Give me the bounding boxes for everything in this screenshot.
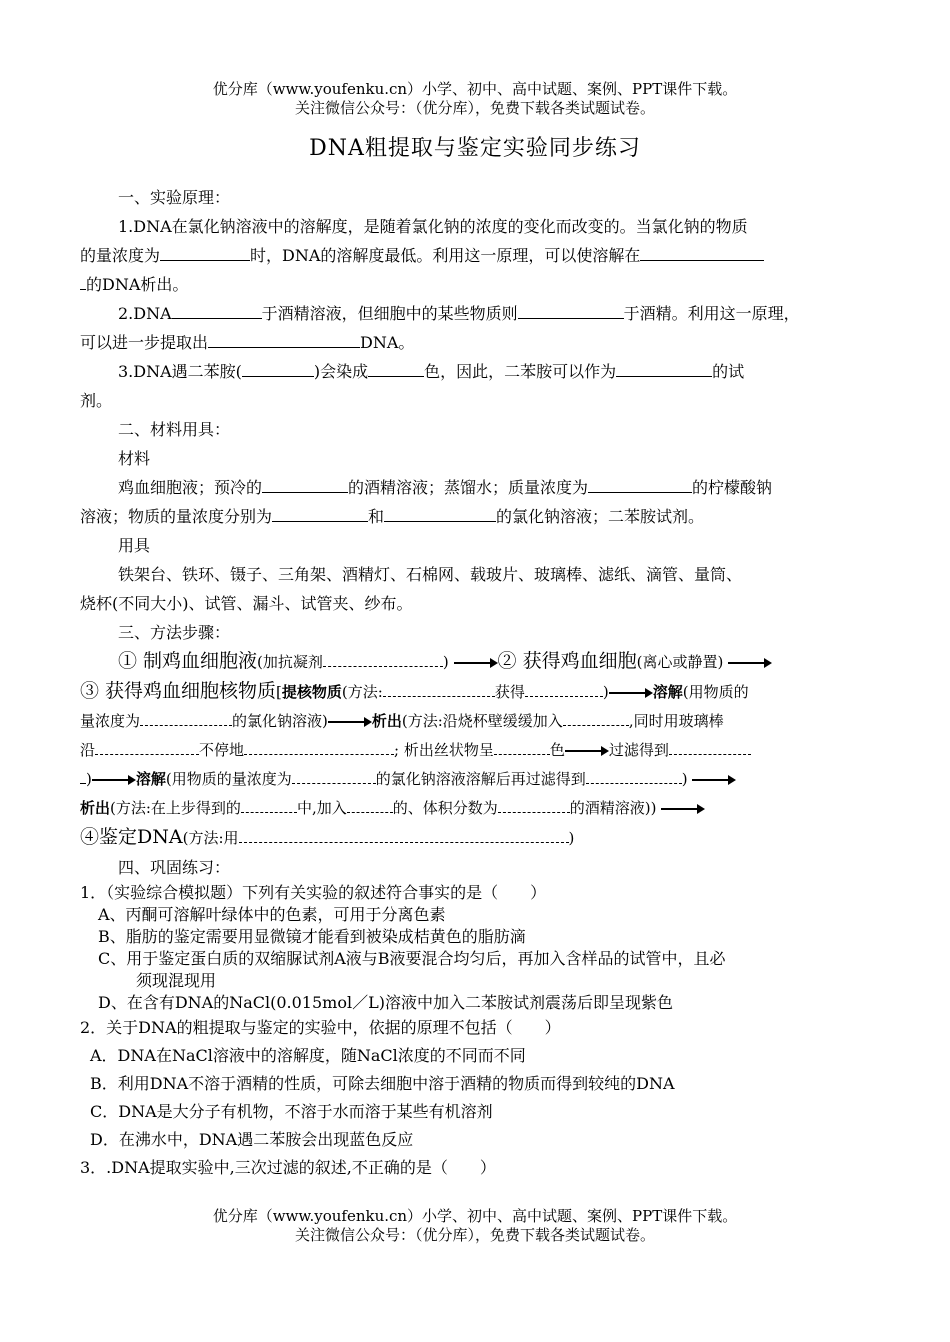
blank — [384, 504, 496, 522]
blank — [368, 359, 424, 377]
blank — [241, 797, 297, 813]
materials-label: 材料 — [118, 449, 151, 468]
principle-1-line-2: 的量浓度为 时，DNA的溶解度最低。利用这一原理，可以使溶解在 — [80, 241, 880, 270]
blank — [323, 651, 443, 667]
section-3-heading: 三、方法步骤： — [118, 623, 231, 642]
question-1-option-c-cont: 须现混现用 — [136, 971, 217, 990]
question-2-option-d: D．在沸水中，DNA遇二苯胺会出现蓝色反应 — [90, 1130, 414, 1149]
header-line-2: 关注微信公众号：（优分库），免费下载各类试题试卷。 — [294, 99, 655, 117]
question-2-option-b: B．利用DNA不溶于酒精的性质，可除去细胞中溶于酒精的物质而得到较纯的DNA — [90, 1074, 675, 1093]
materials-line-1: 鸡血细胞液；预冷的 的酒精溶液；蒸馏水；质量浓度为 的柠檬酸钠 — [80, 473, 880, 502]
principle-1-line-3: 的DNA析出。 — [80, 270, 880, 299]
blank — [563, 710, 629, 726]
principle-3-line-1: 3.DNA遇二苯胺( )会染成 色，因此，二苯胺可以作为 的试 — [80, 357, 880, 386]
arrow-icon — [565, 746, 609, 756]
blank — [242, 359, 314, 377]
blank — [239, 827, 569, 843]
step-line-7: ④鉴定DNA(方法:用 ) — [80, 826, 575, 848]
blank — [140, 710, 232, 726]
blank — [347, 797, 393, 813]
blank — [272, 504, 368, 522]
arrow-icon — [661, 804, 705, 814]
blank — [525, 681, 603, 697]
arrow-icon — [92, 775, 136, 785]
step-line-4: 沿 不停地 ; 析出丝状物呈 色 过滤得到 — [80, 736, 880, 765]
tools-line-1: 铁架台、铁环、镊子、三角架、酒精灯、石棉网、载玻片、玻璃棒、滤纸、滴管、量筒、 — [118, 565, 743, 584]
section-4-heading: 四、巩固练习： — [118, 858, 231, 877]
page-header — [0, 80, 950, 118]
blank — [262, 475, 348, 493]
arrow-icon — [692, 775, 736, 785]
blank — [95, 739, 199, 755]
header-line-1: 优分库（www.youfenku.cn）小学、初中、高中试题、案例、PPT课件下载。 — [212, 80, 738, 98]
page-title: DNA粗提取与鉴定实验同步练习 — [309, 136, 641, 161]
blank — [383, 681, 495, 697]
question-2-option-a: A．DNA在NaCl溶液中的溶解度，随NaCl浓度的不同而不同 — [90, 1046, 526, 1065]
document-body — [80, 183, 880, 1182]
materials-line-2: 溶液；物质的量浓度分别为 和 的氯化钠溶液；二苯胺试剂。 — [80, 502, 880, 531]
step-line-1: ① 制鸡血细胞液(加抗凝剂 ) ② 获得鸡血细胞(离心或静置) — [80, 647, 880, 677]
blank — [172, 301, 262, 319]
question-2 — [80, 1014, 880, 1182]
question-2-stem: 2．关于DNA的粗提取与鉴定的实验中，依据的原理不包括（ ） — [80, 1018, 561, 1037]
question-1-stem: 1．（实验综合模拟题）下列有关实验的叙述符合事实的是（ ） — [80, 883, 547, 902]
blank — [498, 797, 570, 813]
arrow-icon — [454, 658, 498, 668]
arrow-icon — [328, 717, 372, 727]
method-steps — [80, 647, 880, 853]
step-line-2: ③ 获得鸡血细胞核物质[提核物质(方法: 获得 ) 溶解(用物质的 — [80, 680, 749, 702]
question-1-option-d: D、在含有DNA的NaCl(0.015mol／L)溶液中加入二苯胺试剂震荡后即呈现紫色 — [98, 993, 673, 1012]
question-2-option-c: C．DNA是大分子有机物，不溶于水而溶于某些有机溶剂 — [90, 1102, 493, 1121]
question-1-option-b: B、脂肪的鉴定需要用显微镜才能看到被染成桔黄色的脂肪滴 — [98, 927, 526, 946]
footer-line-1: 优分库（www.youfenku.cn）小学、初中、高中试题、案例、PPT课件下载。 — [212, 1207, 738, 1225]
blank — [588, 475, 692, 493]
footer-line-2: 关注微信公众号：（优分库），免费下载各类试题试卷。 — [294, 1226, 655, 1244]
step-line-6: 析出(方法:在上步得到的 中,加入 的、体积分数为 的酒精溶液)) — [80, 794, 880, 823]
arrow-icon — [609, 688, 653, 698]
principle-2-line-2: 可以进一步提取出 DNA。 — [80, 328, 880, 357]
blank — [586, 768, 682, 784]
blank — [518, 301, 624, 319]
question-1-option-a: A、丙酮可溶解叶绿体中的色素，可用于分离色素 — [98, 905, 446, 924]
question-3-stem: 3．.DNA提取实验中,三次过滤的叙述,不正确的是（ ） — [80, 1158, 496, 1177]
section-2-heading: 二、材料用具： — [118, 420, 231, 439]
arrow-icon — [728, 658, 772, 668]
question-1-option-c: C、用于鉴定蛋白质的双缩脲试剂A液与B液要混合均匀后，再加入含样品的试管中，且必 — [98, 949, 726, 968]
blank — [244, 739, 394, 755]
section-1-heading: 一、实验原理： — [118, 188, 231, 207]
question-1 — [80, 882, 880, 1014]
blank — [208, 330, 360, 348]
tools-label: 用具 — [118, 536, 151, 555]
principle-2-line-1: 2.DNA 于酒精溶液，但细胞中的某些物质则 于酒精。利用这一原理， — [80, 299, 880, 328]
principle-1-line-1: 1.DNA在氯化钠溶液中的溶解度，是随着氯化钠的浓度的变化而改变的。当氯化钠的物质 — [118, 217, 748, 236]
blank — [160, 243, 250, 261]
step-line-5: ) 溶解(用物质的量浓度为 的氯化钠溶液溶解后再过滤得到 ) — [80, 765, 880, 794]
step-line-3: 量浓度为 的氯化钠溶液) 析出(方法:沿烧杯壁缓缓加入 ,同时用玻璃棒 — [80, 712, 724, 730]
blank — [640, 243, 764, 261]
blank — [494, 739, 550, 755]
tools-line-2: 烧杯(不同大小)、试管、漏斗、试管夹、纱布。 — [80, 594, 413, 613]
principle-3-line-2: 剂。 — [80, 391, 113, 410]
blank — [616, 359, 712, 377]
blank — [292, 768, 376, 784]
blank — [669, 739, 751, 755]
page-footer — [0, 1207, 950, 1245]
